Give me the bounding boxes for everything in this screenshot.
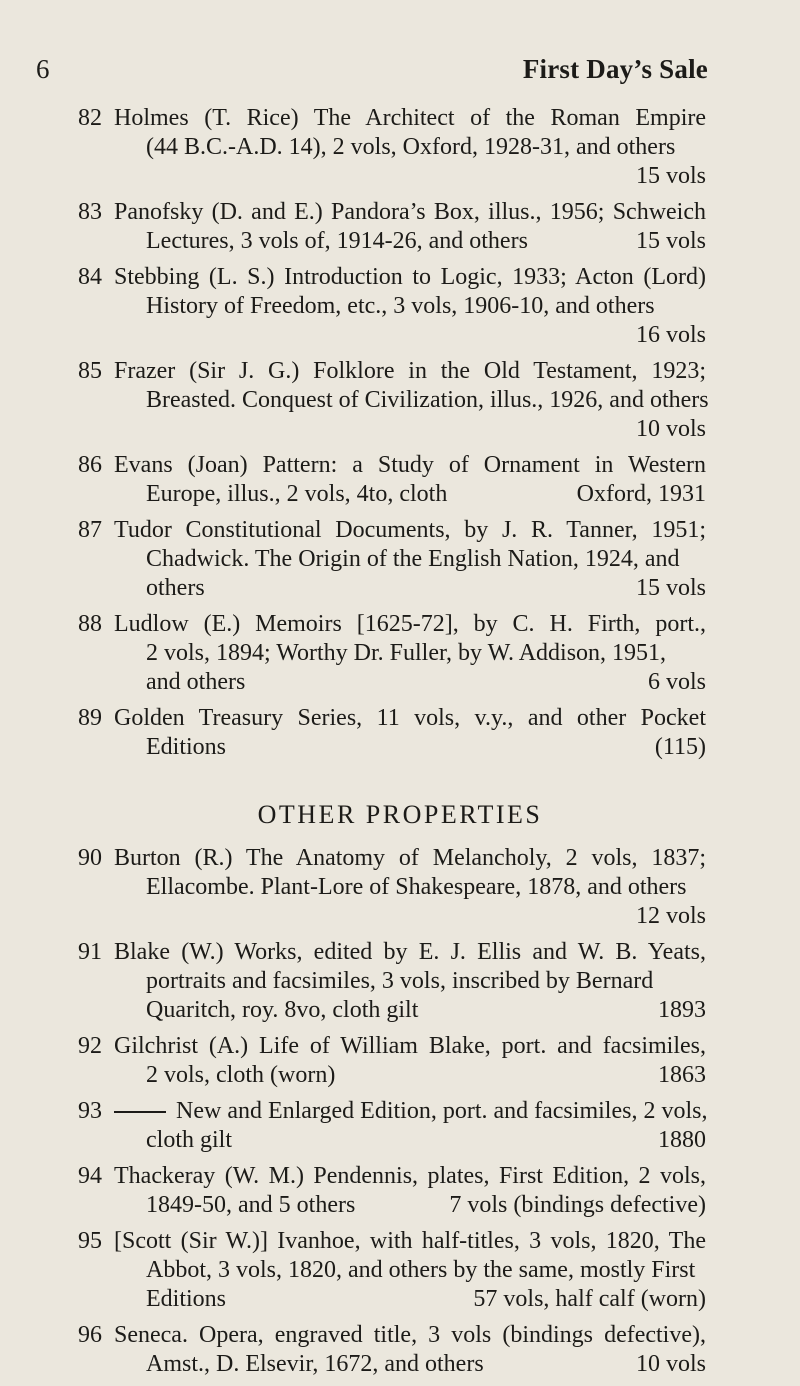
lot-quantity: 10 vols [635,1351,706,1377]
lot-line: Thackeray (W. M.) Pendennis, plates, First Edition, 2 vols, [114,1163,706,1189]
lot-line: 10 vols [635,416,706,442]
lot-entry [0,1097,800,1155]
lot-line [114,227,706,256]
lot-group-first [0,104,800,762]
lot-entry [0,1162,800,1220]
lot-entry [0,610,800,697]
lot-line-text: Europe, illus., 2 vols, 4to, cloth [146,481,448,507]
lot-number: 89 [78,705,102,731]
lot-line: (44 B.C.-A.D. 14), 2 vols, Oxford, 1928-31, and others [146,134,676,160]
lot-description [114,1162,706,1220]
lot-line: 2 vols, 1894; Worthy Dr. Fuller, by W. Addison, 1951, [146,640,667,666]
lot-number: 88 [78,611,102,637]
lot-quantity: 1880 [658,1127,706,1153]
lot-line-text: Editions [146,734,227,760]
lot-number: 82 [78,105,102,131]
lot-line-text: and others [146,669,246,695]
lot-number: 87 [78,517,102,543]
page-header [0,54,800,94]
lot-line: Golden Treasury Series, 11 vols, v.y., and other Pocket [114,705,706,731]
lot-entry [0,516,800,603]
lot-line-text: New and Enlarged Edition, port. and facsimiles, 2 vols, [176,1098,708,1124]
lot-entry [0,1032,800,1090]
lot-entry [0,104,800,191]
lot-line-text: 2 vols, cloth (worn) [146,1062,336,1088]
lot-line [114,1061,706,1090]
lot-line: portraits and facsimiles, 3 vols, inscribed by Bernard [146,968,654,994]
lot-line-text: Amst., D. Elsevir, 1672, and others [146,1351,484,1377]
lot-line: Tudor Constitutional Documents, by J. R. Tanner, 1951; [114,517,706,543]
lot-line [114,1097,706,1126]
lot-quantity: 15 vols [635,575,706,601]
lot-entry [0,938,800,1025]
lot-number: 94 [78,1163,102,1189]
lot-entry [0,1321,800,1379]
lot-description [114,1097,706,1155]
lot-quantity: 1863 [658,1062,706,1088]
lot-number: 86 [78,452,102,478]
lot-line: Stebbing (L. S.) Introduction to Logic, 1933; Acton (Lord) [114,264,706,290]
lot-line: Ellacombe. Plant-Lore of Shakespeare, 1878, and others [146,874,687,900]
lot-description [114,451,706,509]
lot-list [0,104,800,1386]
lot-description [114,104,706,191]
lot-line-text: 1849-50, and 5 others [146,1192,356,1218]
lot-quantity: 57 vols, half calf (worn) [473,1286,706,1312]
lot-line: Abbot, 3 vols, 1820, and others by the same, mostly First [146,1257,696,1283]
lot-description [114,1321,706,1379]
lot-quantity: 7 vols (bindings defective) [449,1192,706,1218]
lot-entry [0,263,800,350]
lot-number: 96 [78,1322,102,1348]
lot-line-text: Editions [146,1286,227,1312]
lot-number: 90 [78,845,102,871]
lot-line [114,668,706,697]
lot-line [114,480,706,509]
lot-entry [0,1227,800,1314]
lot-description [114,938,706,1025]
lot-line: Panofsky (D. and E.) Pandora’s Box, illus., 1956; Schweich [114,199,706,225]
page-number: 6 [36,54,50,84]
lot-description [114,610,706,697]
lot-line [114,1126,706,1155]
lot-line [114,1350,706,1379]
lot-quantity: 1893 [658,997,706,1023]
lot-description [114,516,706,603]
lot-line-text: Lectures, 3 vols of, 1914-26, and others [146,228,528,254]
running-title: First Day’s Sale [522,54,708,84]
lot-number: 91 [78,939,102,965]
lot-number: 92 [78,1033,102,1059]
lot-quantity: (115) [654,734,706,760]
lot-number: 85 [78,358,102,384]
lot-quantity: 6 vols [647,669,706,695]
lot-entry [0,451,800,509]
lot-group-second [0,844,800,1379]
lot-quantity: Oxford, 1931 [576,481,706,507]
lot-line: History of Freedom, etc., 3 vols, 1906-10, and others [146,293,655,319]
ditto-dash [114,1111,166,1113]
lot-number: 83 [78,199,102,225]
lot-line: 12 vols [635,903,706,929]
lot-description [114,263,706,350]
lot-line [114,1191,706,1220]
lot-line: Evans (Joan) Pattern: a Study of Ornament in Western [114,452,706,478]
lot-line: 16 vols [635,322,706,348]
lot-line-text: cloth gilt [146,1127,232,1153]
section-heading: OTHER PROPERTIES [257,800,543,829]
lot-line-text: Quaritch, roy. 8vo, cloth gilt [146,997,419,1023]
lot-description [114,1032,706,1090]
lot-line [114,574,706,603]
lot-line: Breasted. Conquest of Civilization, illus., 1926, and others [146,387,709,413]
lot-quantity: 15 vols [635,228,706,254]
lot-description [114,844,706,931]
lot-line [114,733,706,762]
lot-number: 95 [78,1228,102,1254]
lot-entry [0,357,800,444]
lot-line [114,996,706,1025]
lot-line: Chadwick. The Origin of the English Nation, 1924, and [146,546,680,572]
lot-number: 93 [78,1098,102,1124]
lot-line: Blake (W.) Works, edited by E. J. Ellis and W. B. Yeats, [114,939,706,965]
lot-line: Seneca. Opera, engraved title, 3 vols (bindings defective), [114,1322,706,1348]
lot-line: [Scott (Sir W.)] Ivanhoe, with half-titles, 3 vols, 1820, The [114,1228,706,1254]
lot-number: 84 [78,264,102,290]
lot-line [114,1285,706,1314]
lot-description [114,198,706,256]
lot-line: Gilchrist (A.) Life of William Blake, port. and facsimiles, [114,1033,706,1059]
lot-entry [0,844,800,931]
lot-description [114,704,706,762]
lot-line: Frazer (Sir J. G.) Folklore in the Old Testament, 1923; [114,358,706,384]
lot-entry [0,198,800,256]
lot-entry [0,704,800,762]
lot-line-text: others [146,575,205,601]
lot-line: 15 vols [635,163,706,189]
lot-line: Ludlow (E.) Memoirs [1625-72], by C. H. Firth, port., [114,611,706,637]
lot-line: Holmes (T. Rice) The Architect of the Roman Empire [114,105,706,131]
lot-line: Burton (R.) The Anatomy of Melancholy, 2 vols, 1837; [114,845,706,871]
lot-description [114,1227,706,1314]
lot-description [114,357,709,444]
